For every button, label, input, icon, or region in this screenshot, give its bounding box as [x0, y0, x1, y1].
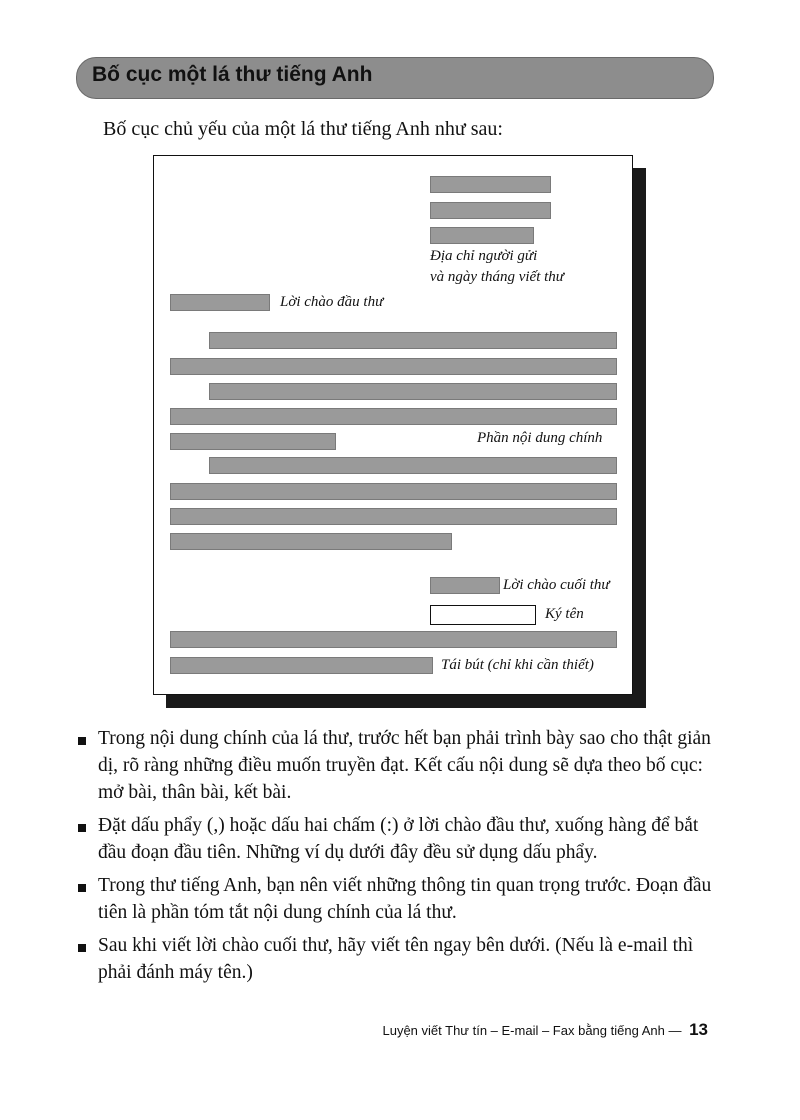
- postscript-bar: [170, 657, 433, 674]
- list-item-text: Trong nội dung chính của lá thư, trước hết bạn phải trình bày sao cho thật giản dị, rõ ràng những điều muốn truyền đạt. Kết cấu nội dung sẽ dựa theo bố cục: mở bài, thân bài, kết bài.: [98, 728, 711, 803]
- list-item: [78, 725, 728, 806]
- list-item-text: Sau khi viết lời chào cuối thư, hãy viết tên ngay bên dưới. (Nếu là e-mail thì phải đánh máy tên.): [98, 935, 694, 983]
- list-item: [78, 812, 728, 866]
- postscript-label: Tái bút (chỉ khi cần thiết): [441, 657, 594, 673]
- square-bullet-icon: [78, 884, 86, 892]
- letter-layout-diagram: [153, 155, 633, 695]
- body-line-bar: [170, 358, 617, 375]
- greeting-label: Lời chào đầu thư: [280, 294, 384, 310]
- sender-address-bar: [430, 202, 551, 219]
- body-line-bar: [170, 533, 452, 550]
- body-line-bar: [209, 332, 617, 349]
- body-line-bar: [170, 483, 617, 500]
- body-line-bar: [170, 408, 617, 425]
- closing-label: Lời chào cuối thư: [503, 577, 610, 593]
- page-footer: [382, 1020, 708, 1040]
- book-title: Luyện viết Thư tín – E-mail – Fax bằng tiếng Anh —: [382, 1023, 682, 1038]
- intro-text: Bố cục chủ yếu của một lá thư tiếng Anh như sau:: [103, 118, 503, 140]
- body-line-bar: [209, 457, 617, 474]
- sender-date-bar: [430, 227, 534, 244]
- list-item-text: Trong thư tiếng Anh, bạn nên viết những thông tin quan trọng trước. Đoạn đầu tiên là phần tóm tắt nội dung chính của lá thư.: [98, 875, 712, 923]
- body-line-bar: [170, 508, 617, 525]
- list-item-text: Đặt dấu phẩy (,) hoặc dấu hai chấm (:) ở lời chào đầu thư, xuống hàng để bắt đầu đoạn đầu tiên. Những ví dụ dưới đây đều sử dụng dấu phẩy.: [98, 815, 699, 863]
- square-bullet-icon: [78, 824, 86, 832]
- sender-address-bar: [430, 176, 551, 193]
- postscript-bar: [170, 631, 617, 648]
- sender-label: và ngày tháng viết thư: [430, 269, 564, 285]
- closing-bar: [430, 577, 500, 594]
- signature-label: Ký tên: [545, 606, 584, 622]
- body-line-bar: [170, 433, 336, 450]
- page-number: 13: [689, 1020, 708, 1039]
- body-label: Phần nội dung chính: [477, 430, 603, 446]
- signature-box: [430, 605, 536, 625]
- section-title: Bố cục một lá thư tiếng Anh: [92, 63, 373, 86]
- square-bullet-icon: [78, 944, 86, 952]
- list-item: [78, 872, 728, 926]
- list-item: [78, 932, 728, 986]
- body-line-bar: [209, 383, 617, 400]
- square-bullet-icon: [78, 737, 86, 745]
- bullet-list: [78, 725, 728, 992]
- greeting-bar: [170, 294, 270, 311]
- sender-label: Địa chỉ người gửi: [430, 248, 538, 264]
